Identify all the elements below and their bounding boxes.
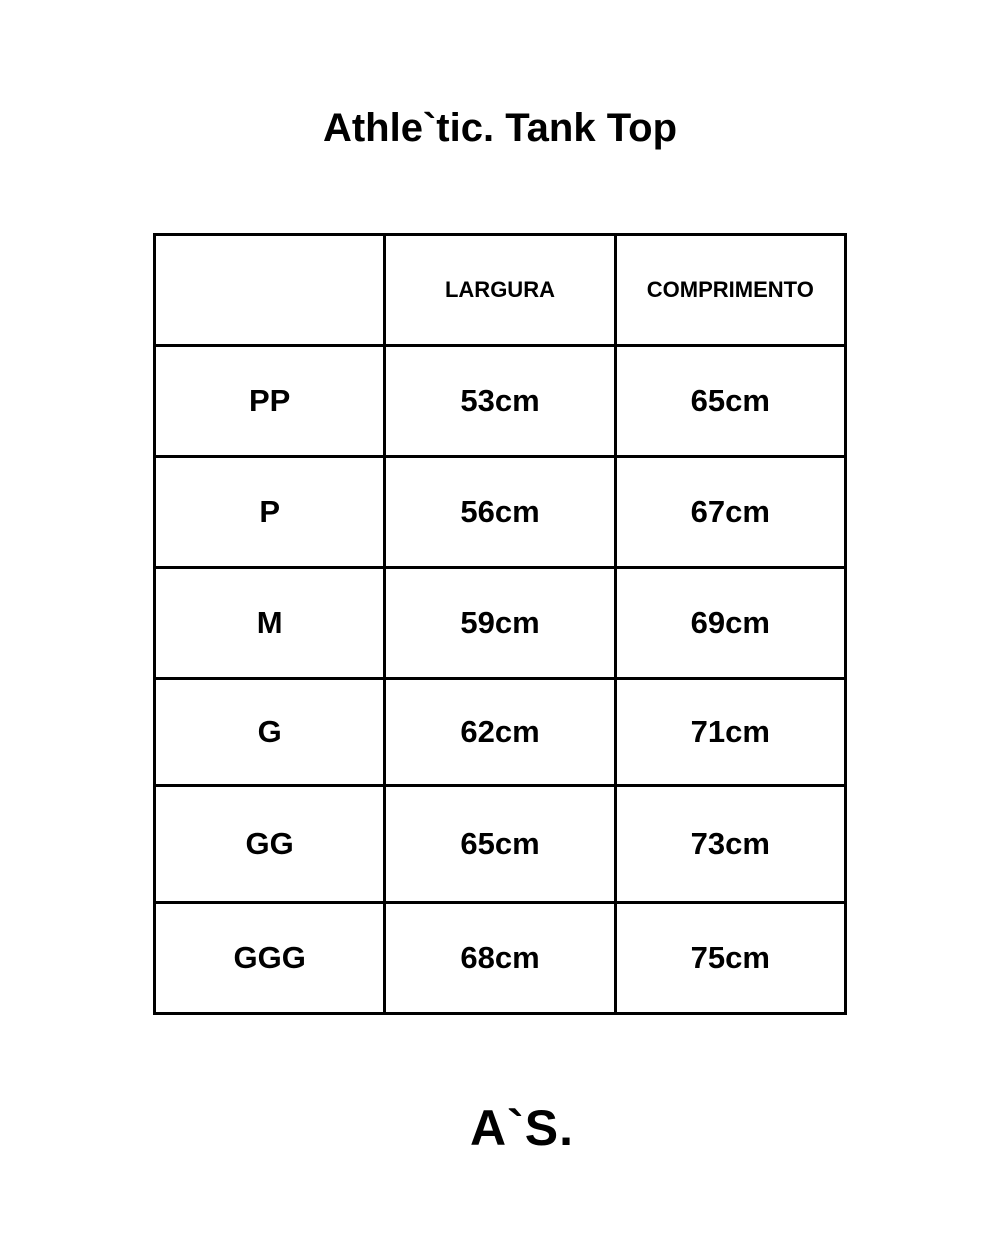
table-row xyxy=(155,568,846,679)
comprimento-cell: 73cm xyxy=(615,786,845,903)
comprimento-cell: 71cm xyxy=(615,679,845,786)
size-cell: GGG xyxy=(155,903,385,1014)
comprimento-cell: 75cm xyxy=(615,903,845,1014)
largura-cell: 59cm xyxy=(385,568,615,679)
header-cell-largura: LARGURA xyxy=(385,235,615,346)
table-row xyxy=(155,346,846,457)
largura-cell: 53cm xyxy=(385,346,615,457)
size-cell: PP xyxy=(155,346,385,457)
size-cell: M xyxy=(155,568,385,679)
header-cell-comprimento: COMPRIMENTO xyxy=(615,235,845,346)
table-row xyxy=(155,903,846,1014)
header-cell-empty xyxy=(155,235,385,346)
largura-cell: 56cm xyxy=(385,457,615,568)
table-header-row xyxy=(155,235,846,346)
size-cell: P xyxy=(155,457,385,568)
largura-cell: 65cm xyxy=(385,786,615,903)
table-row xyxy=(155,679,846,786)
table-row xyxy=(155,786,846,903)
table-row xyxy=(155,457,846,568)
comprimento-cell: 65cm xyxy=(615,346,845,457)
size-cell: GG xyxy=(155,786,385,903)
largura-cell: 62cm xyxy=(385,679,615,786)
largura-cell: 68cm xyxy=(385,903,615,1014)
page-title: Athle`tic. Tank Top xyxy=(322,106,678,150)
size-cell: G xyxy=(155,679,385,786)
size-chart-table xyxy=(153,233,847,1015)
comprimento-cell: 69cm xyxy=(615,568,845,679)
brand-logo: A`S. xyxy=(470,1100,574,1156)
comprimento-cell: 67cm xyxy=(615,457,845,568)
